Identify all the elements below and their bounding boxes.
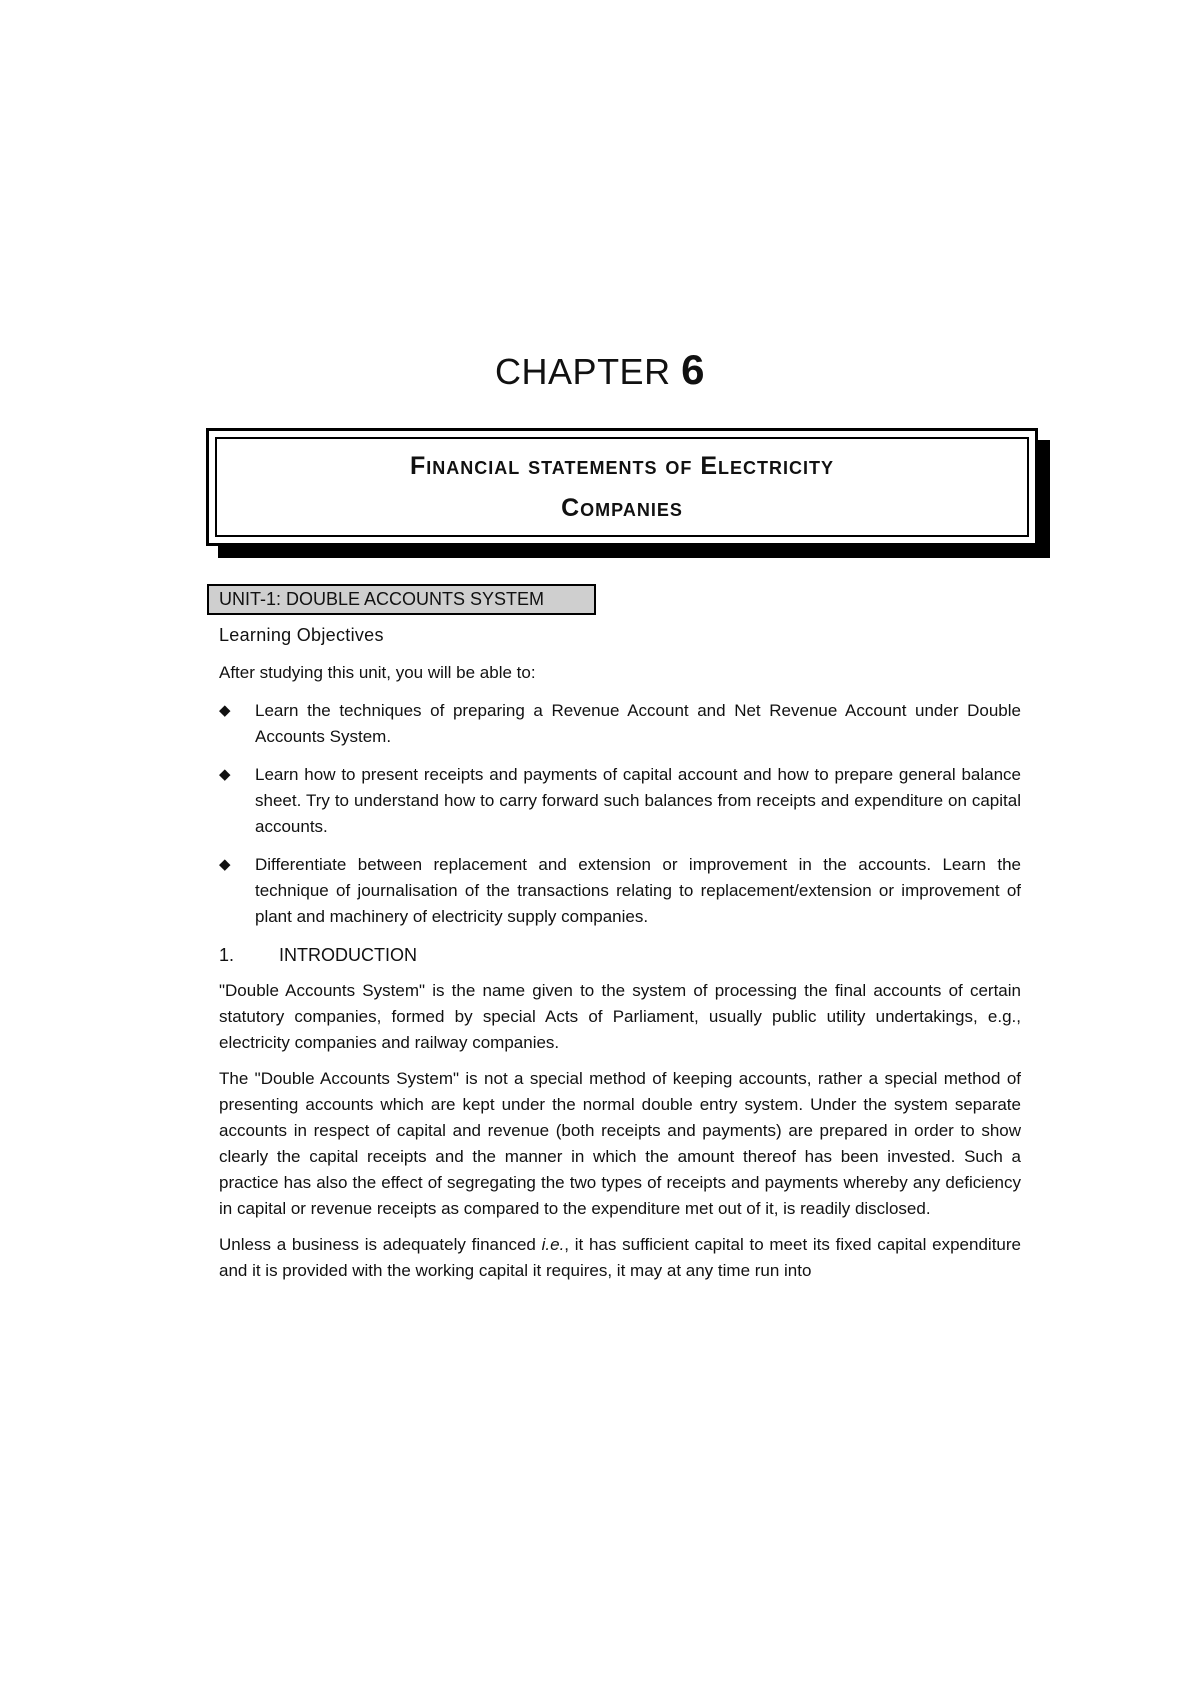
objectives-list bbox=[219, 698, 1021, 930]
list-item bbox=[219, 698, 1021, 750]
learning-objectives-heading: Learning Objectives bbox=[219, 625, 384, 645]
diamond-bullet-icon: ◆ bbox=[219, 766, 231, 783]
paragraph-last bbox=[219, 1232, 1021, 1284]
paragraph: "Double Accounts System" is the name given to the system of processing the final accounts of certain statutory companies, formed by special Acts of Parliament, usually public utility undertakings, e.g., electricity companies and railway companies. bbox=[219, 981, 1021, 1052]
list-item bbox=[219, 762, 1021, 840]
objective-text: Differentiate between replacement and extension or improvement in the accounts. Learn the technique of journalisation of the transactions relating to replacement/extension or improvement of plant and machinery of electricity supply companies. bbox=[255, 855, 1021, 926]
paragraph-text: Unless a business is adequately financed bbox=[219, 1235, 542, 1254]
diamond-bullet-icon: ◆ bbox=[219, 856, 231, 873]
unit-label: UNIT-1: DOUBLE ACCOUNTS SYSTEM bbox=[207, 584, 596, 615]
title-box bbox=[206, 428, 1038, 546]
diamond-bullet-icon: ◆ bbox=[219, 702, 231, 719]
section-number: 1. bbox=[219, 945, 235, 965]
paragraph: The "Double Accounts System" is not a special method of keeping accounts, rather a special method of presenting accounts which are kept under the normal double entry system. Under the system separate accounts in respect of capital and revenue (both receipts and payments) are prepared in order to show clearly the capital receipts and the manner in which the amount thereof has been invested. Such a practice has also the effect of segregating the two types of receipts and payments whereby any deficiency in capital or revenue receipts as compared to the expenditure met out of it, is readily disclosed. bbox=[219, 1069, 1021, 1218]
paragraph-text: , it has sufficient capital to meet its fixed capital expenditure and it is provided with the working capital it requires, it may at any time run into bbox=[219, 1235, 1021, 1280]
chapter-label: CHAPTER bbox=[495, 351, 671, 392]
paragraph-italic-text: i.e. bbox=[541, 1235, 565, 1254]
title-line-2: Companies bbox=[561, 494, 683, 522]
chapter-number: 6 bbox=[681, 346, 705, 393]
page-body bbox=[219, 622, 1021, 1294]
objectives-intro: After studying this unit, you will be able to: bbox=[219, 663, 536, 682]
objective-text: Learn the techniques of preparing a Revenue Account and Net Revenue Account under Double Accounts System. bbox=[255, 701, 1021, 746]
section-heading bbox=[219, 942, 1021, 968]
list-item bbox=[219, 852, 1021, 930]
objective-text: Learn how to present receipts and payments of capital account and how to prepare general balance sheet. Try to understand how to carry forward such balances from receipts and expenditure on capital accounts. bbox=[255, 765, 1021, 836]
chapter-heading bbox=[0, 346, 1200, 394]
section-title: INTRODUCTION bbox=[279, 945, 417, 965]
title-line-1: Financial statements of Electricity bbox=[409, 452, 835, 480]
title-box-inner bbox=[215, 437, 1029, 537]
